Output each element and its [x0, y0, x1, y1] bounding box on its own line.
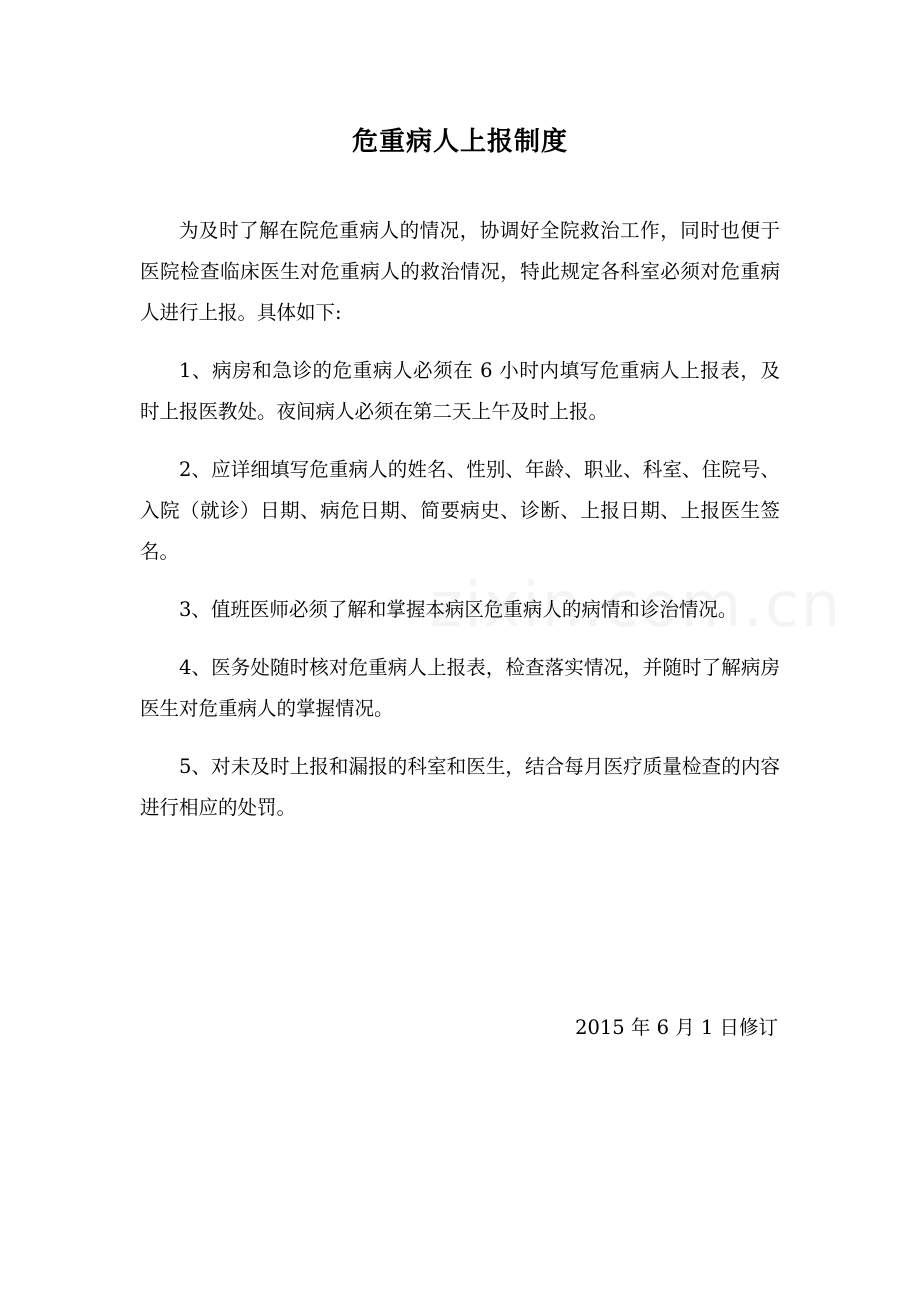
rule-paragraph-3: 3、值班医师必须了解和掌握本病区危重病人的病情和诊治情况。 — [179, 598, 738, 621]
revision-date: 2015 年 6 月 1 日修订 — [575, 1016, 778, 1039]
rule-paragraph-2: 2、应详细填写危重病人的姓名、性别、年龄、职业、科室、住院号、入院（就诊）日期、病危日期、简要病史、诊断、上报日期、上报医生签名。 — [140, 458, 780, 563]
rule-paragraph-1: 1、病房和急诊的危重病人必须在 6 小时内填写危重病人上报表，及时上报医教处。夜间病人必须在第二天上午及时上报。 — [140, 359, 780, 423]
rule-paragraph-4: 4、医务处随时核对危重病人上报表，检查落实情况，并随时了解病房医生对危重病人的掌握情况。 — [140, 656, 780, 720]
document-body — [140, 210, 780, 845]
rule-paragraph-5: 5、对未及时上报和漏报的科室和医生，结合每月医疗质量检查的内容进行相应的处罚。 — [140, 755, 780, 819]
intro-paragraph: 为及时了解在院危重病人的情况，协调好全院救治工作，同时也便于医院检查临床医生对危重病人的救治情况，特此规定各科室必须对危重病人进行上报。具体如下: — [140, 219, 780, 324]
document-title: 危重病人上报制度 — [351, 127, 568, 157]
